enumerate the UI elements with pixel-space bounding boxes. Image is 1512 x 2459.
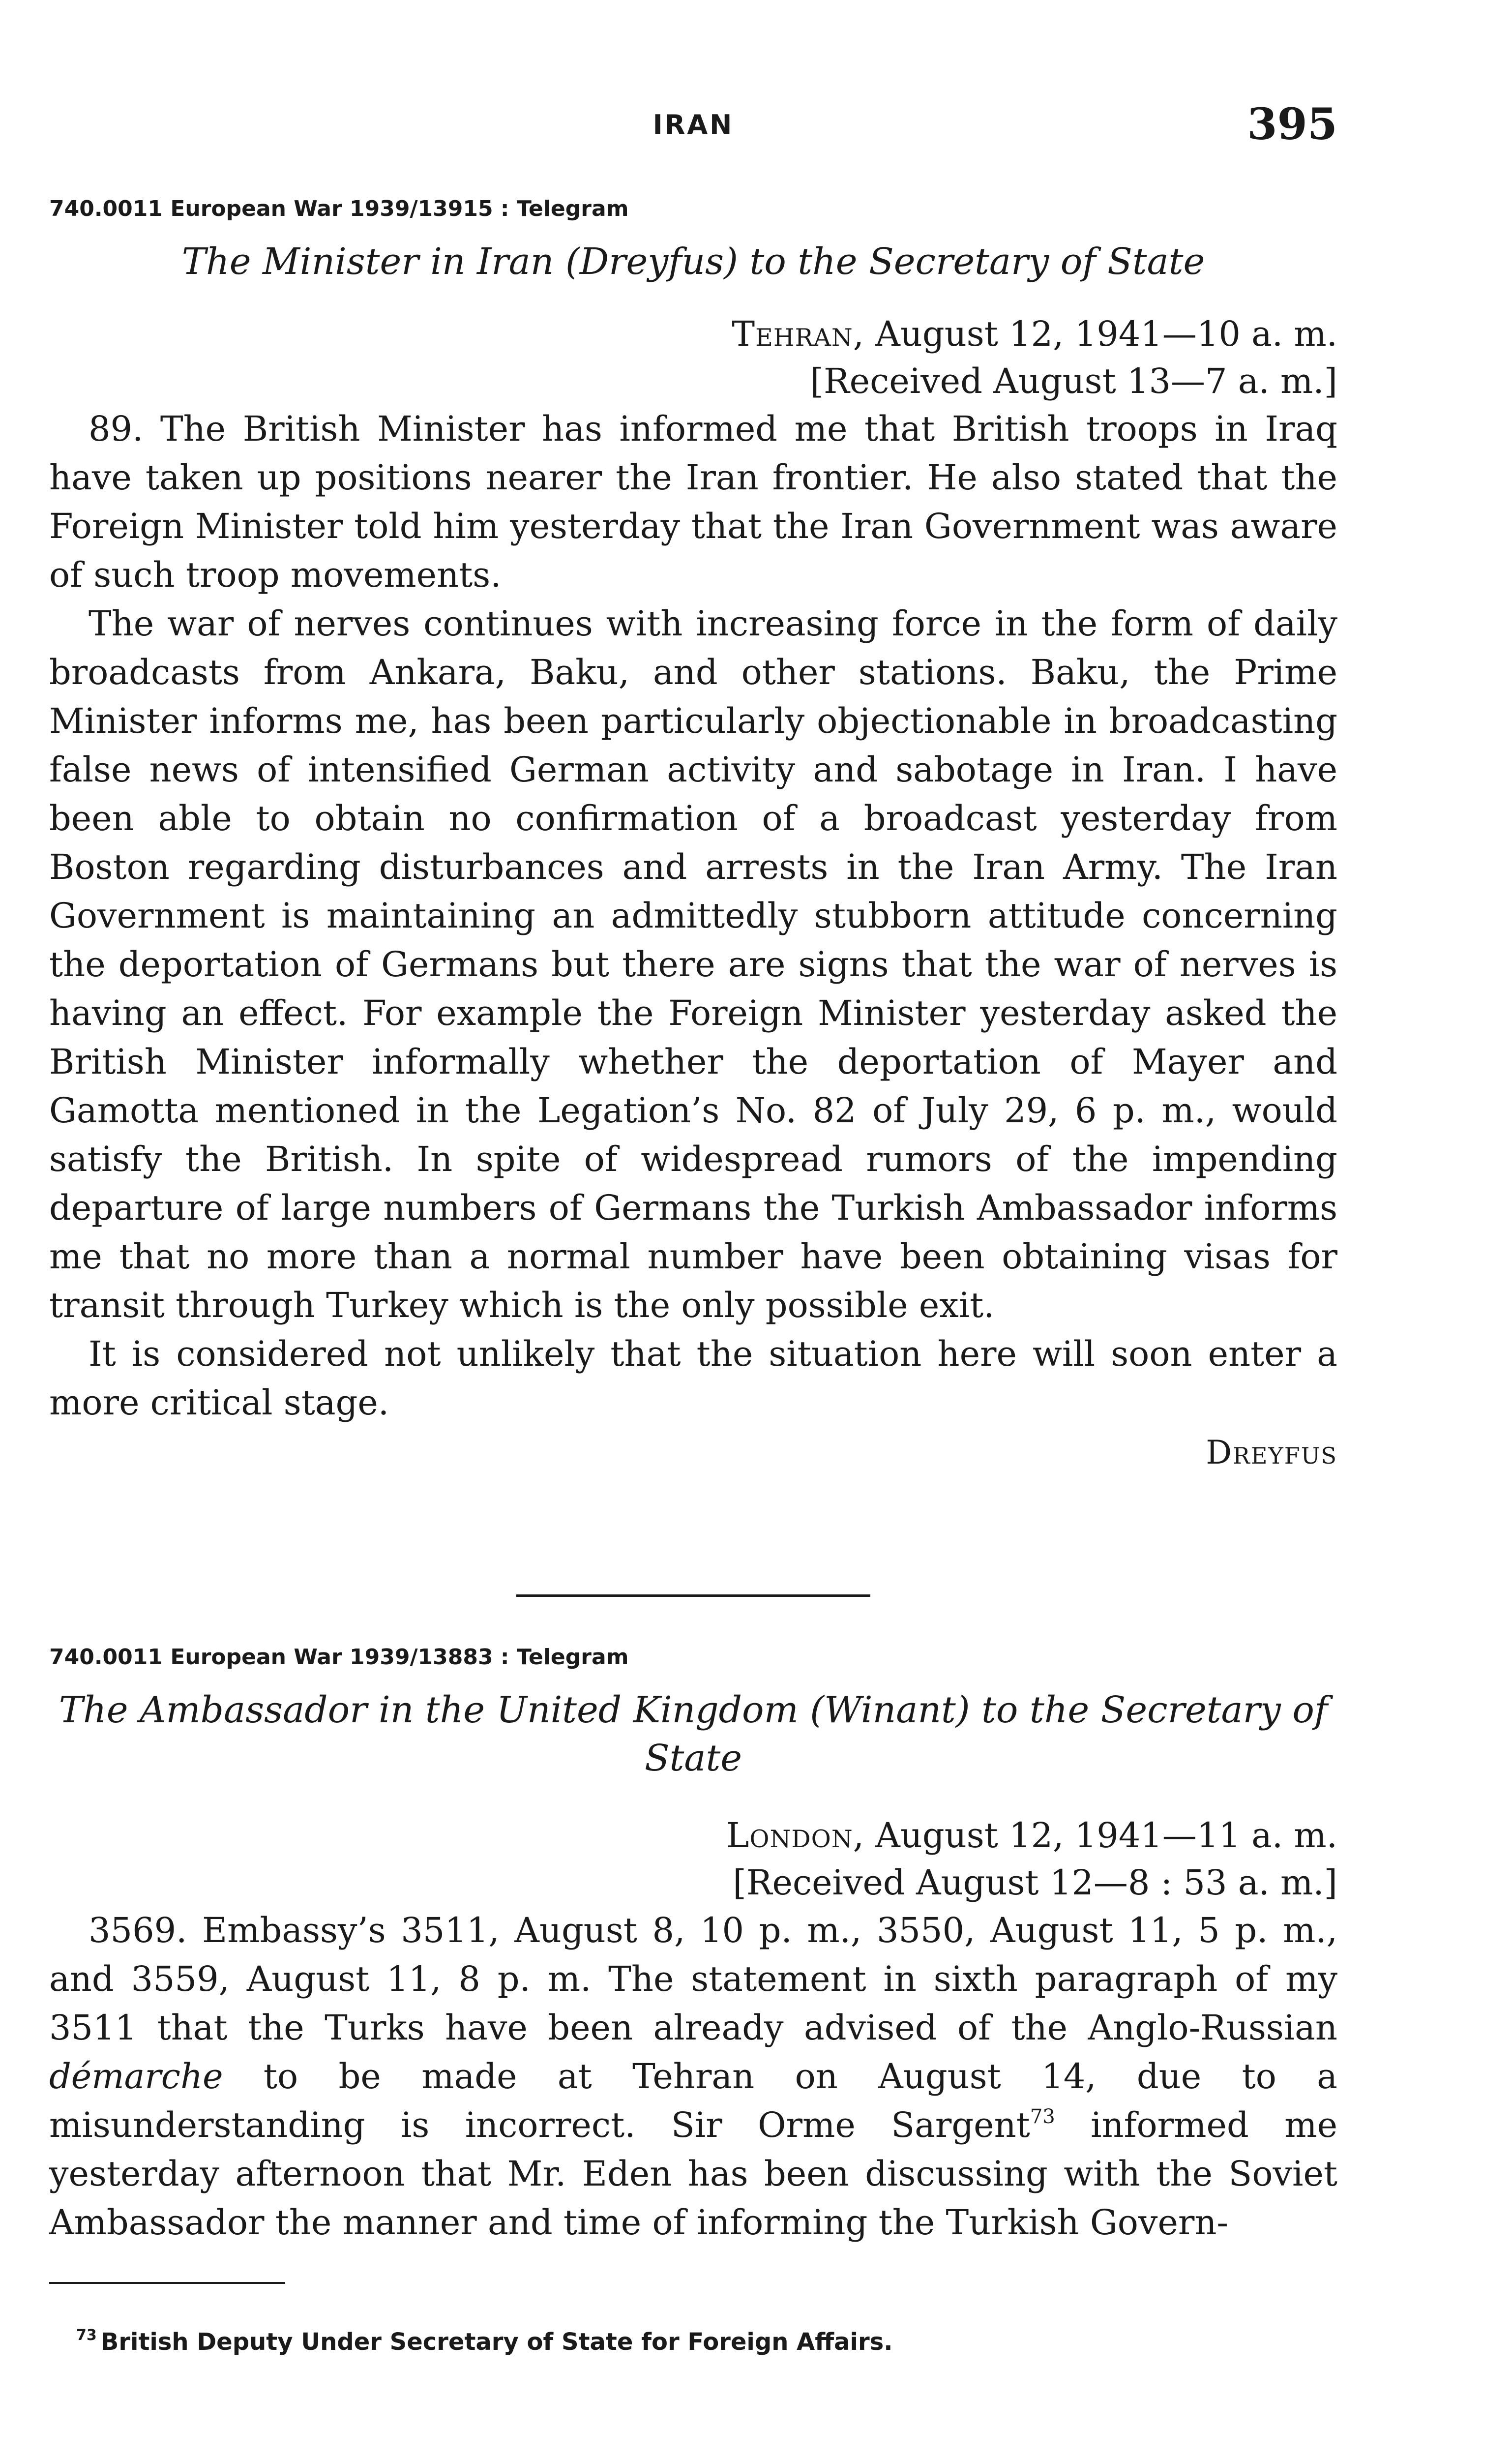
file-reference: 740.0011 European War 1939/13883 : Telegram — [49, 1645, 629, 1670]
footnote — [76, 2326, 892, 2358]
telegram-1 — [49, 194, 1337, 1476]
body-paragraph — [49, 1906, 1337, 2247]
paragraph-text: informed me yesterday afternoon that Mr. Eden has been discussing with the Soviet Ambassador the manner and time of informing the Turkish Govern- — [49, 2105, 1337, 2243]
page-number: 395 — [1247, 98, 1337, 150]
telegram-heading: The Ambassador in the United Kingdom (Winant) to the Secretary of State — [59, 1689, 1328, 1779]
italic-term: démarche — [49, 2056, 223, 2097]
footnote-mark: 73 — [76, 2327, 97, 2344]
paragraph-text: to be made at Tehran on August 14, due to a misunderstanding is incorrect. Sir Orme Sargent — [49, 2056, 1337, 2145]
footnote-divider — [49, 2282, 285, 2284]
running-head — [49, 98, 1337, 152]
body-paragraph: The war of nerves continues with increasing force in the form of daily broadcasts from Ankara, Baku, and other stations. Baku, the Prime Minister informs me, has been particularly objectionable in broadcasting false news of intensified German activity and sabotage in Iran. I have been able to obtain no confirmation of a broadcast yesterday from Boston regarding disturbances and arrests in the Iran Army. The Iran Government is maintaining an admittedly stubborn attitude concerning the deportation of Germans but there are signs that the war of nerves is having an effect. For example the Foreign Minister yesterday asked the British Minister informally whether the deportation of Mayer and Gamotta mentioned in the Legation’s No. 82 of July 29, 6 p. m., would satisfy the British. In spite of widespread rumors of the impending departure of large numbers of Germans the Turkish Ambassador informs me that no more than a normal number have been obtaining visas for transit through Turkey which is the only possible exit. — [49, 603, 1337, 1325]
received-line: [Received August 12—8 : 53 a. m.] — [733, 1862, 1337, 1903]
running-title: IRAN — [652, 109, 734, 140]
dateline-place: London, — [726, 1815, 864, 1856]
received-line: [Received August 13—7 a. m.] — [810, 361, 1337, 401]
paragraph-text: 3569. Embassy’s 3511, August 8, 10 p. m., 3550, August 11, 5 p. m., and 3559, August 11, 8 p. m. The statement in sixth paragraph of my 3511 that the Turks have been already advised of the Anglo-Russian — [49, 1910, 1337, 2048]
dateline — [49, 310, 1337, 358]
telegram-heading: The Minister in Iran (Dreyfus) to the Secretary of State — [181, 240, 1205, 283]
signature: Dreyfus — [1206, 1434, 1337, 1471]
dateline-place: Tehran, — [732, 314, 864, 354]
section-divider — [516, 1594, 870, 1597]
body-paragraph: It is considered not unlikely that the situation here will soon enter a more critical stage. — [49, 1334, 1337, 1423]
footnote-reference: 73 — [1030, 2105, 1055, 2128]
footnote-text: British Deputy Under Secretary of State for Foreign Affairs. — [100, 2328, 893, 2356]
dateline-date: August 12, 1941—10 a. m. — [875, 314, 1337, 354]
body-paragraph: 89. The British Minister has informed me that British troops in Iraq have taken up positions nearer the Iran frontier. He also stated that the Foreign Minister told him yesterday that the Iran Government was aware of such troop movements. — [49, 409, 1337, 595]
telegram-2 — [49, 1643, 1337, 2247]
dateline-date: August 12, 1941—11 a. m. — [875, 1815, 1337, 1856]
dateline — [49, 1812, 1337, 1859]
file-reference: 740.0011 European War 1939/13915 : Telegram — [49, 196, 629, 221]
